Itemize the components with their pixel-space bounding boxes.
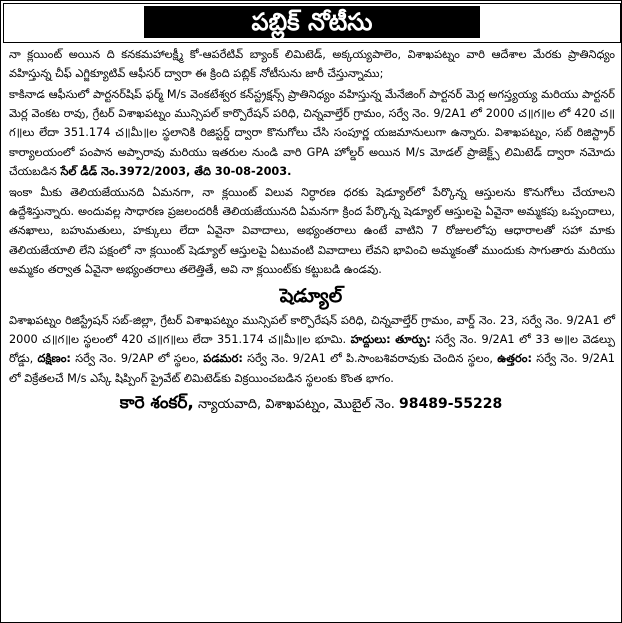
boundaries-label: హద్దులు:: [350, 333, 391, 347]
paragraph-ownership: [9, 85, 615, 181]
schedule-heading: షెడ్యూల్: [279, 285, 343, 307]
ownership-text: కాకినాడ ఆఫీసులో పార్టనర్‌షిప్ ఫర్మ్ M/s వెంకటేశ్వర కన్‌స్ట్రక్షన్స్ ప్రాతినిధ్యం వహిస్తున్న మేనేజింగ్ పార్టనర్ మెర్ల అగస్త్యయ్య మరియు పార్టనర్ మెర్ల వెంకట రావు, గ్రేటర్ విశాఖపట్నం మున్సిపల్ కార్పొరేషన్ పరిధి, చిన్నవాల్తేర్ గ్రామం, సర్వే నెం. 9/2A1 లో 2000 చ॥గ॥ల లో 420 చ॥గ॥లు లేదా 351.174 చ॥మీ॥ల స్థలానికి రిజిస్టర్డ్ ద్వారా కొనుగోలు చేసి సంపూర్ణ యజమానులుగా ఉన్నారు. విశాఖపట్నం, సబ్ రిజిస్ట్రార్ కార్యాలయంలో పంపాన అప్పారావు మరియు ఇతరుల నుండి వారి GPA హోల్డర్ అయిన M/s మోడల్ ప్రాజెక్ట్స్ లిమిటెడ్ ద్వారా నమోదు చేయబడిన: [9, 88, 615, 178]
north-boundary: సర్వే నెం. 9/2A1 లో విక్రేతలచే M/s ఎస్కే షిప్పింగ్ ప్రైవేట్ లిమిటెడ్‌కు విక్రయించబడిన స్థలంకు కొంత భాగం.: [9, 352, 615, 385]
south-boundary: సర్వే నెం. 9/2AP లో స్థలం,: [75, 352, 199, 366]
advocate-details: న్యాయవాది, విశాఖపట్నం, మొబైల్ నెం.: [193, 397, 395, 412]
east-boundary: సర్వే నెం. 9/2A1 లో 33 అ॥ల వెడల్పు రోడ్డు,: [9, 333, 616, 366]
mobile-number: 98489-55228: [399, 396, 503, 412]
north-label: ఉత్తరం:: [497, 352, 532, 366]
west-label: పడమర:: [203, 352, 243, 366]
east-label: తూర్పు:: [395, 333, 431, 347]
west-boundary: సర్వే నెం. 9/2A1 లో పి.సాంబశివరావుకు చెందిన స్థలం,: [247, 352, 493, 366]
notice-title: పబ్లిక్ నోటీసు: [144, 6, 480, 38]
advocate-name: కారె శంకర్,: [119, 393, 194, 413]
south-label: దక్షిణం:: [37, 352, 71, 366]
title-bar: [3, 3, 621, 43]
sale-deed-reference: సేల్ డీడ్ నెం.3972/2003, తేది 30-08-2003.: [60, 164, 292, 178]
paragraph-schedule: [9, 311, 615, 388]
paragraph-objection-call: ఇంకా మీకు తెలియజేయునది ఏమనగా, నా క్లయింట్ విలువ నిర్ధారణ ధరకు షెడ్యూల్‌లో పేర్కొన్న ఆస్తులను కొనుగోలు చేయాలని ఉద్దేశిస్తున్నారు. అందువల్ల సాధారణ ప్రజలందరికీ తెలియజేయునది ఏమనగా క్రింద పేర్కొన్న షెడ్యూల్ ఆస్తులపై ఏవైనా అమ్మకపు ఒప్పందాలు, తనఖాలు, బహుమతులు, హక్కులు లేదా ఏవైనా వివాదాలు, అభ్యంతరాలు ఉంటే వాటిని 7 రోజులలోపు ఆధారాలతో సహా మాకు తెలియజేయాలి లేని పక్షంలో నా క్లయింట్ షెడ్యూల్ ఆస్తులపై ఏటువంటి వివాదాలు లేవని భావించి అమ్మకంతో ముందుకు సాగుతారు మరియు అమ్మకం తర్వాత ఏవైనా అభ్యంతరాలు తలెత్తితే, అవి నా క్లయింట్‌కు కట్టుబడి ఉండవు.: [9, 186, 615, 276]
schedule-property-text: విశాఖపట్నం రిజిస్ట్రేషన్ సబ్-జిల్లా, గ్రేటర్ విశాఖపట్నం మున్సిపల్ కార్పొరేషన్ పరిధి, చిన్నవాల్తేర్ గ్రామం, వార్డ్ నెం. 23, సర్వే నెం. 9/2A1 లో 2000 చ॥గ॥ల స్థలంలో 420 చ॥గ॥లు లేదా 351.174 చ॥మీ॥ల భూమి.: [9, 314, 615, 347]
signature-line: [1, 392, 621, 416]
paragraph-intro: నా క్లయింట్ అయిన ది కనకమహాలక్ష్మీ కో-ఆపరేటివ్ బ్యాంక్ లిమిటెడ్, అక్కయ్యపాలెం, విశాఖపట్నం వారి ఆదేశాల మేరకు ప్రాతినిధ్యం వహిస్తున్న చీఫ్ ఎగ్జిక్యూటివ్ ఆఫీసర్ ద్వారా ఈ క్రింది పబ్లిక్ నోటీసును జారీ చేస్తున్నాము;: [9, 48, 615, 81]
